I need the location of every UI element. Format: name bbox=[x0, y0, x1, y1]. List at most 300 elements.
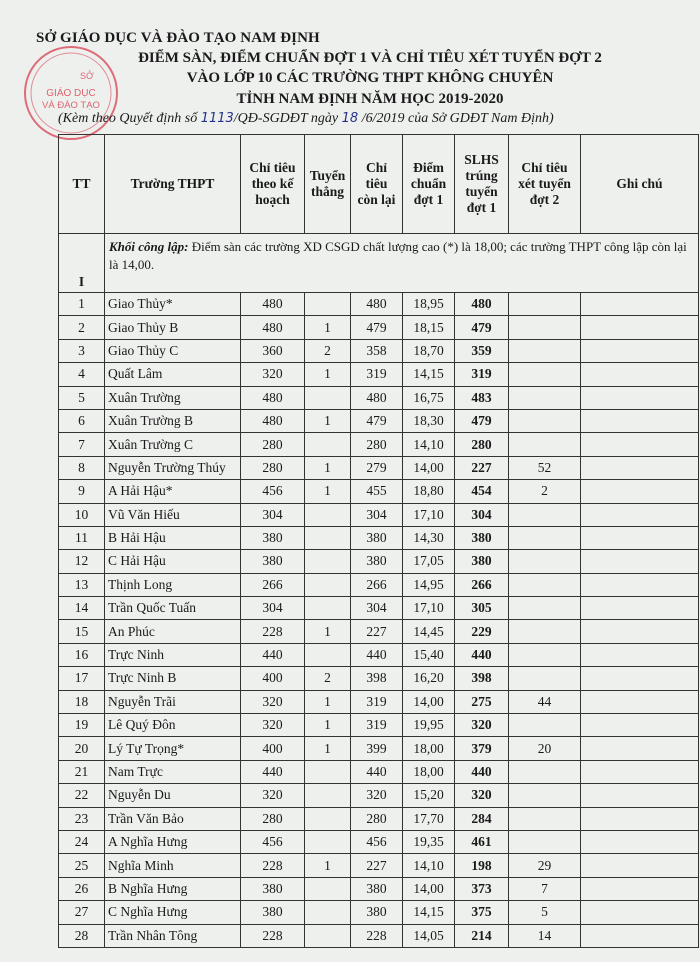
direct-admission: 1 bbox=[305, 737, 351, 760]
direct-admission bbox=[305, 643, 351, 666]
planned-quota: 480 bbox=[241, 293, 305, 316]
official-stamp bbox=[22, 44, 120, 142]
planned-quota: 400 bbox=[241, 667, 305, 690]
row-number: 24 bbox=[59, 830, 105, 853]
cutoff-score: 18,80 bbox=[403, 480, 455, 503]
round2-quota bbox=[509, 807, 581, 830]
planned-quota: 456 bbox=[241, 480, 305, 503]
notes bbox=[581, 737, 699, 760]
table-row bbox=[59, 526, 699, 549]
cutoff-score: 14,05 bbox=[403, 924, 455, 947]
group-text: Điểm sàn các trường XD CSGD chất lượng cao (*) là 18,00; các trường THPT công lập còn lại là 14,00. bbox=[109, 239, 687, 272]
row-number: 18 bbox=[59, 690, 105, 713]
decision-suffix: /6/2019 của Sở GDĐT Nam Định) bbox=[361, 111, 554, 126]
remaining-quota: 228 bbox=[351, 924, 403, 947]
direct-admission: 2 bbox=[305, 667, 351, 690]
admitted-count: 379 bbox=[455, 737, 509, 760]
school-name: Vũ Văn Hiếu bbox=[105, 503, 241, 526]
header-round2-quota: Chỉ tiêu xét tuyển đợt 2 bbox=[509, 135, 581, 234]
row-number: 28 bbox=[59, 924, 105, 947]
title-line-3: TỈNH NAM ĐỊNH NĂM HỌC 2019-2020 bbox=[236, 91, 504, 107]
cutoff-score: 18,15 bbox=[403, 316, 455, 339]
remaining-quota: 398 bbox=[351, 667, 403, 690]
decision-mid: /QĐ-SGDĐT ngày bbox=[233, 111, 339, 126]
planned-quota: 380 bbox=[241, 901, 305, 924]
admitted-count: 320 bbox=[455, 784, 509, 807]
direct-admission bbox=[305, 784, 351, 807]
direct-admission bbox=[305, 830, 351, 853]
school-name: C Hải Hậu bbox=[105, 550, 241, 573]
school-name: Nghĩa Minh bbox=[105, 854, 241, 877]
school-name: Trần Quốc Tuấn bbox=[105, 597, 241, 620]
school-name: Xuân Trường C bbox=[105, 433, 241, 456]
remaining-quota: 480 bbox=[351, 386, 403, 409]
notes bbox=[581, 784, 699, 807]
header-admitted-count: SLHS trúng tuyển đợt 1 bbox=[455, 135, 509, 234]
notes bbox=[581, 316, 699, 339]
school-name: A Nghĩa Hưng bbox=[105, 830, 241, 853]
school-name: Nguyễn Trường Thúy bbox=[105, 456, 241, 479]
round2-quota bbox=[509, 409, 581, 432]
admitted-count: 266 bbox=[455, 573, 509, 596]
planned-quota: 456 bbox=[241, 830, 305, 853]
planned-quota: 480 bbox=[241, 409, 305, 432]
round2-quota bbox=[509, 503, 581, 526]
cutoff-score: 17,10 bbox=[403, 597, 455, 620]
group-row bbox=[59, 234, 699, 293]
notes bbox=[581, 807, 699, 830]
admitted-count: 280 bbox=[455, 433, 509, 456]
direct-admission: 1 bbox=[305, 409, 351, 432]
admitted-count: 304 bbox=[455, 503, 509, 526]
cutoff-score: 15,20 bbox=[403, 784, 455, 807]
direct-admission: 1 bbox=[305, 456, 351, 479]
remaining-quota: 304 bbox=[351, 503, 403, 526]
round2-quota: 52 bbox=[509, 456, 581, 479]
direct-admission bbox=[305, 901, 351, 924]
admitted-count: 454 bbox=[455, 480, 509, 503]
planned-quota: 440 bbox=[241, 643, 305, 666]
table-row bbox=[59, 339, 699, 362]
school-name: Quất Lâm bbox=[105, 363, 241, 386]
table-row bbox=[59, 854, 699, 877]
remaining-quota: 440 bbox=[351, 760, 403, 783]
planned-quota: 400 bbox=[241, 737, 305, 760]
row-number: 5 bbox=[59, 386, 105, 409]
remaining-quota: 227 bbox=[351, 854, 403, 877]
admitted-count: 483 bbox=[455, 386, 509, 409]
table-row bbox=[59, 456, 699, 479]
decision-number: 1113 bbox=[200, 111, 234, 126]
school-name: Lý Tự Trọng* bbox=[105, 737, 241, 760]
cutoff-score: 15,40 bbox=[403, 643, 455, 666]
cutoff-score: 17,05 bbox=[403, 550, 455, 573]
planned-quota: 228 bbox=[241, 620, 305, 643]
admitted-count: 320 bbox=[455, 714, 509, 737]
school-name: Giao Thủy B bbox=[105, 316, 241, 339]
table-row bbox=[59, 433, 699, 456]
round2-quota bbox=[509, 339, 581, 362]
cutoff-score: 18,70 bbox=[403, 339, 455, 362]
admission-table bbox=[58, 134, 699, 948]
header-planned-quota: Chỉ tiêu theo kế hoạch bbox=[241, 135, 305, 234]
table-row bbox=[59, 573, 699, 596]
notes bbox=[581, 550, 699, 573]
direct-admission: 1 bbox=[305, 714, 351, 737]
remaining-quota: 480 bbox=[351, 293, 403, 316]
group-name: Khối công lập: bbox=[109, 239, 189, 254]
planned-quota: 280 bbox=[241, 807, 305, 830]
table-row bbox=[59, 760, 699, 783]
cutoff-score: 14,00 bbox=[403, 690, 455, 713]
school-name: Nam Trực bbox=[105, 760, 241, 783]
table-row bbox=[59, 316, 699, 339]
notes bbox=[581, 667, 699, 690]
cutoff-score: 18,00 bbox=[403, 737, 455, 760]
planned-quota: 380 bbox=[241, 550, 305, 573]
round2-quota bbox=[509, 316, 581, 339]
round2-quota bbox=[509, 667, 581, 690]
school-name: Xuân Trường B bbox=[105, 409, 241, 432]
row-number: 27 bbox=[59, 901, 105, 924]
school-name: Giao Thủy* bbox=[105, 293, 241, 316]
table-row bbox=[59, 386, 699, 409]
remaining-quota: 479 bbox=[351, 409, 403, 432]
notes bbox=[581, 924, 699, 947]
school-name: Trực Ninh B bbox=[105, 667, 241, 690]
table-row bbox=[59, 550, 699, 573]
direct-admission bbox=[305, 550, 351, 573]
row-number: 21 bbox=[59, 760, 105, 783]
remaining-quota: 399 bbox=[351, 737, 403, 760]
remaining-quota: 320 bbox=[351, 784, 403, 807]
planned-quota: 280 bbox=[241, 456, 305, 479]
direct-admission bbox=[305, 807, 351, 830]
admitted-count: 275 bbox=[455, 690, 509, 713]
admitted-count: 198 bbox=[455, 854, 509, 877]
title-line-2: VÀO LỚP 10 CÁC TRƯỜNG THPT KHÔNG CHUYÊN bbox=[186, 70, 554, 86]
round2-quota bbox=[509, 550, 581, 573]
table-row bbox=[59, 901, 699, 924]
table-row bbox=[59, 503, 699, 526]
header-direct-admission: Tuyển thẳng bbox=[305, 135, 351, 234]
row-number: 19 bbox=[59, 714, 105, 737]
cutoff-score: 16,20 bbox=[403, 667, 455, 690]
cutoff-score: 16,75 bbox=[403, 386, 455, 409]
notes bbox=[581, 714, 699, 737]
remaining-quota: 455 bbox=[351, 480, 403, 503]
admitted-count: 229 bbox=[455, 620, 509, 643]
row-number: 23 bbox=[59, 807, 105, 830]
round2-quota bbox=[509, 386, 581, 409]
school-name: Giao Thủy C bbox=[105, 339, 241, 362]
row-number: 25 bbox=[59, 854, 105, 877]
notes bbox=[581, 573, 699, 596]
admitted-count: 398 bbox=[455, 667, 509, 690]
svg-text:VÀ ĐÀO TẠO: VÀ ĐÀO TẠO bbox=[42, 100, 100, 111]
direct-admission bbox=[305, 877, 351, 900]
table-row bbox=[59, 690, 699, 713]
table-row bbox=[59, 877, 699, 900]
round2-quota bbox=[509, 433, 581, 456]
notes bbox=[581, 760, 699, 783]
table-row bbox=[59, 293, 699, 316]
round2-quota bbox=[509, 714, 581, 737]
round2-quota bbox=[509, 573, 581, 596]
header-school: Trường THPT bbox=[105, 135, 241, 234]
row-number: 12 bbox=[59, 550, 105, 573]
table-row bbox=[59, 737, 699, 760]
cutoff-score: 17,10 bbox=[403, 503, 455, 526]
direct-admission bbox=[305, 386, 351, 409]
school-name: An Phúc bbox=[105, 620, 241, 643]
remaining-quota: 380 bbox=[351, 901, 403, 924]
remaining-quota: 319 bbox=[351, 363, 403, 386]
admitted-count: 373 bbox=[455, 877, 509, 900]
notes bbox=[581, 363, 699, 386]
planned-quota: 320 bbox=[241, 784, 305, 807]
direct-admission: 1 bbox=[305, 690, 351, 713]
direct-admission bbox=[305, 433, 351, 456]
cutoff-score: 14,00 bbox=[403, 456, 455, 479]
admitted-count: 440 bbox=[455, 760, 509, 783]
planned-quota: 480 bbox=[241, 386, 305, 409]
header-notes: Ghi chú bbox=[581, 135, 699, 234]
round2-quota: 14 bbox=[509, 924, 581, 947]
notes bbox=[581, 526, 699, 549]
notes bbox=[581, 386, 699, 409]
admitted-count: 461 bbox=[455, 830, 509, 853]
school-name: C Nghĩa Hưng bbox=[105, 901, 241, 924]
notes bbox=[581, 293, 699, 316]
admitted-count: 479 bbox=[455, 409, 509, 432]
admitted-count: 305 bbox=[455, 597, 509, 620]
table-row bbox=[59, 667, 699, 690]
round2-quota: 2 bbox=[509, 480, 581, 503]
direct-admission: 1 bbox=[305, 854, 351, 877]
school-name: Trực Ninh bbox=[105, 643, 241, 666]
planned-quota: 360 bbox=[241, 339, 305, 362]
cutoff-score: 18,95 bbox=[403, 293, 455, 316]
notes bbox=[581, 877, 699, 900]
row-number: 14 bbox=[59, 597, 105, 620]
cutoff-score: 14,10 bbox=[403, 433, 455, 456]
notes bbox=[581, 456, 699, 479]
row-number: 7 bbox=[59, 433, 105, 456]
row-number: 4 bbox=[59, 363, 105, 386]
remaining-quota: 380 bbox=[351, 877, 403, 900]
cutoff-score: 18,00 bbox=[403, 760, 455, 783]
direct-admission bbox=[305, 503, 351, 526]
group-label: I bbox=[59, 234, 105, 293]
notes bbox=[581, 480, 699, 503]
round2-quota bbox=[509, 293, 581, 316]
notes bbox=[581, 503, 699, 526]
row-number: 11 bbox=[59, 526, 105, 549]
direct-admission bbox=[305, 924, 351, 947]
round2-quota: 44 bbox=[509, 690, 581, 713]
department-name: SỞ GIÁO DỤC VÀ ĐÀO TẠO NAM ĐỊNH bbox=[36, 30, 320, 46]
notes bbox=[581, 690, 699, 713]
round2-quota bbox=[509, 526, 581, 549]
remaining-quota: 266 bbox=[351, 573, 403, 596]
planned-quota: 266 bbox=[241, 573, 305, 596]
svg-text:GIÁO DỤC: GIÁO DỤC bbox=[46, 88, 96, 99]
cutoff-score: 14,95 bbox=[403, 573, 455, 596]
row-number: 15 bbox=[59, 620, 105, 643]
admitted-count: 479 bbox=[455, 316, 509, 339]
planned-quota: 304 bbox=[241, 503, 305, 526]
planned-quota: 228 bbox=[241, 924, 305, 947]
group-description bbox=[105, 234, 699, 293]
direct-admission bbox=[305, 760, 351, 783]
cutoff-score: 19,35 bbox=[403, 830, 455, 853]
remaining-quota: 456 bbox=[351, 830, 403, 853]
table-row bbox=[59, 409, 699, 432]
planned-quota: 320 bbox=[241, 714, 305, 737]
row-number: 1 bbox=[59, 293, 105, 316]
round2-quota bbox=[509, 597, 581, 620]
remaining-quota: 280 bbox=[351, 433, 403, 456]
direct-admission bbox=[305, 293, 351, 316]
school-name: A Hải Hậu* bbox=[105, 480, 241, 503]
remaining-quota: 304 bbox=[351, 597, 403, 620]
cutoff-score: 14,00 bbox=[403, 877, 455, 900]
notes bbox=[581, 901, 699, 924]
row-number: 3 bbox=[59, 339, 105, 362]
decision-reference bbox=[58, 111, 554, 127]
row-number: 2 bbox=[59, 316, 105, 339]
table-row bbox=[59, 480, 699, 503]
school-name: Xuân Trường bbox=[105, 386, 241, 409]
cutoff-score: 14,15 bbox=[403, 901, 455, 924]
cutoff-score: 18,30 bbox=[403, 409, 455, 432]
remaining-quota: 319 bbox=[351, 714, 403, 737]
school-name: Thịnh Long bbox=[105, 573, 241, 596]
row-number: 8 bbox=[59, 456, 105, 479]
row-number: 9 bbox=[59, 480, 105, 503]
round2-quota: 29 bbox=[509, 854, 581, 877]
table-header-row bbox=[59, 135, 699, 234]
row-number: 20 bbox=[59, 737, 105, 760]
direct-admission: 1 bbox=[305, 316, 351, 339]
school-name: B Nghĩa Hưng bbox=[105, 877, 241, 900]
cutoff-score: 19,95 bbox=[403, 714, 455, 737]
planned-quota: 480 bbox=[241, 316, 305, 339]
round2-quota bbox=[509, 760, 581, 783]
round2-quota bbox=[509, 830, 581, 853]
direct-admission bbox=[305, 526, 351, 549]
planned-quota: 380 bbox=[241, 526, 305, 549]
table-row bbox=[59, 924, 699, 947]
direct-admission bbox=[305, 573, 351, 596]
admitted-count: 359 bbox=[455, 339, 509, 362]
cutoff-score: 17,70 bbox=[403, 807, 455, 830]
remaining-quota: 279 bbox=[351, 456, 403, 479]
header-cutoff-score: Điểm chuẩn đợt 1 bbox=[403, 135, 455, 234]
planned-quota: 440 bbox=[241, 760, 305, 783]
table-row bbox=[59, 807, 699, 830]
round2-quota bbox=[509, 363, 581, 386]
table-row bbox=[59, 597, 699, 620]
cutoff-score: 14,10 bbox=[403, 854, 455, 877]
remaining-quota: 380 bbox=[351, 550, 403, 573]
round2-quota bbox=[509, 620, 581, 643]
svg-text:SỞ: SỞ bbox=[80, 71, 94, 81]
round2-quota bbox=[509, 784, 581, 807]
cutoff-score: 14,45 bbox=[403, 620, 455, 643]
notes bbox=[581, 830, 699, 853]
table-row bbox=[59, 643, 699, 666]
notes bbox=[581, 643, 699, 666]
notes bbox=[581, 620, 699, 643]
planned-quota: 228 bbox=[241, 854, 305, 877]
row-number: 17 bbox=[59, 667, 105, 690]
title-line-1: ĐIỂM SÀN, ĐIỂM CHUẨN ĐỢT 1 VÀ CHỈ TIÊU XÉT TUYỂN ĐỢT 2 bbox=[138, 50, 602, 66]
decision-day: 18 bbox=[341, 111, 359, 126]
cutoff-score: 14,15 bbox=[403, 363, 455, 386]
notes bbox=[581, 854, 699, 877]
row-number: 6 bbox=[59, 409, 105, 432]
admitted-count: 227 bbox=[455, 456, 509, 479]
admitted-count: 440 bbox=[455, 643, 509, 666]
planned-quota: 280 bbox=[241, 433, 305, 456]
school-name: Nguyễn Du bbox=[105, 784, 241, 807]
table-row bbox=[59, 830, 699, 853]
remaining-quota: 479 bbox=[351, 316, 403, 339]
notes bbox=[581, 409, 699, 432]
admitted-count: 380 bbox=[455, 550, 509, 573]
admitted-count: 375 bbox=[455, 901, 509, 924]
row-number: 10 bbox=[59, 503, 105, 526]
admitted-count: 380 bbox=[455, 526, 509, 549]
notes bbox=[581, 597, 699, 620]
direct-admission bbox=[305, 597, 351, 620]
remaining-quota: 440 bbox=[351, 643, 403, 666]
remaining-quota: 358 bbox=[351, 339, 403, 362]
school-name: Trần Văn Bảo bbox=[105, 807, 241, 830]
planned-quota: 304 bbox=[241, 597, 305, 620]
row-number: 22 bbox=[59, 784, 105, 807]
direct-admission: 2 bbox=[305, 339, 351, 362]
admitted-count: 284 bbox=[455, 807, 509, 830]
planned-quota: 320 bbox=[241, 690, 305, 713]
decision-prefix: (Kèm theo Quyết định số bbox=[58, 111, 198, 126]
table-row bbox=[59, 714, 699, 737]
remaining-quota: 227 bbox=[351, 620, 403, 643]
remaining-quota: 319 bbox=[351, 690, 403, 713]
school-name: Nguyễn Trãi bbox=[105, 690, 241, 713]
school-name: Trần Nhân Tông bbox=[105, 924, 241, 947]
direct-admission: 1 bbox=[305, 620, 351, 643]
school-name: B Hải Hậu bbox=[105, 526, 241, 549]
round2-quota: 5 bbox=[509, 901, 581, 924]
admitted-count: 319 bbox=[455, 363, 509, 386]
table-row bbox=[59, 784, 699, 807]
row-number: 13 bbox=[59, 573, 105, 596]
notes bbox=[581, 339, 699, 362]
planned-quota: 380 bbox=[241, 877, 305, 900]
table-row bbox=[59, 363, 699, 386]
planned-quota: 320 bbox=[241, 363, 305, 386]
row-number: 16 bbox=[59, 643, 105, 666]
cutoff-score: 14,30 bbox=[403, 526, 455, 549]
round2-quota: 7 bbox=[509, 877, 581, 900]
notes bbox=[581, 433, 699, 456]
header-tt: TT bbox=[59, 135, 105, 234]
remaining-quota: 380 bbox=[351, 526, 403, 549]
row-number: 26 bbox=[59, 877, 105, 900]
